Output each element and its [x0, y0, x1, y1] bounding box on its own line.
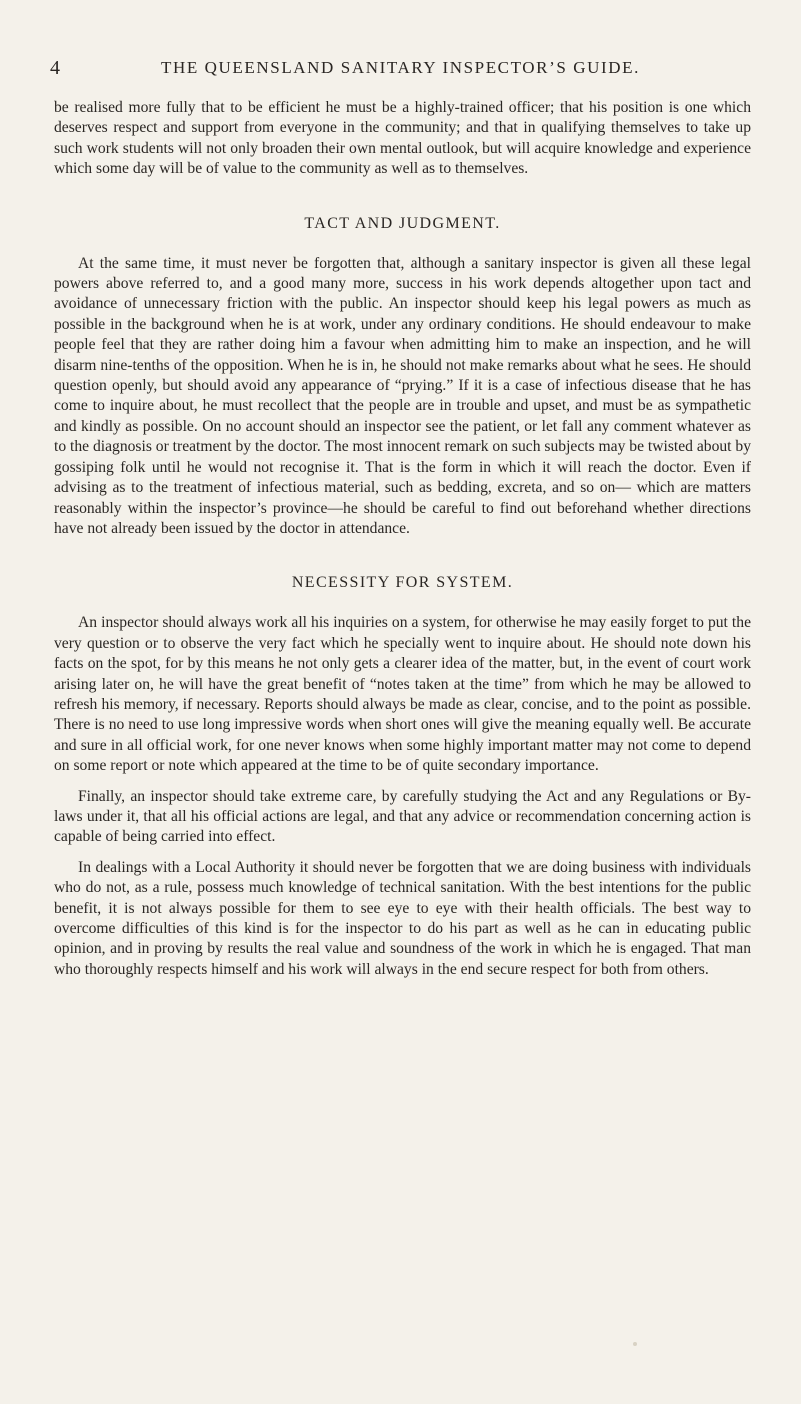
opening-paragraph: be realised more fully that to be efficient he must be a highly-trained officer; that his position is one which deserves respect and support from everyone in the community; and that in qualifying themselves to take up such work students will not only broaden their own mental outlook, but will acquire knowledge and experience which some day will be of value to the community as well as to themselves.	[54, 99, 751, 178]
section-heading-tact-and-judgment: TACT AND JUDGMENT.	[304, 214, 501, 232]
page-number: 4	[50, 57, 60, 79]
running-title: THE QUEENSLAND SANITARY INSPECTOR’S GUIDE.	[160, 58, 641, 77]
paragraph-finally: Finally, an inspector should take extreme care, by carefully studying the Act and any Regulations or By-laws under it, that all his official actions are legal, and that any advice or recommendation concerning action is capable of being carried into effect.	[54, 787, 751, 846]
page-body	[54, 98, 751, 980]
page-header	[50, 56, 751, 80]
paragraph-local-authority: In dealings with a Local Authority it should never be forgotten that we are doing business with individuals who do not, as a rule, possess much knowledge of technical sanitation. With the best intentions for the public benefit, it is not always possible for them to see eye to eye with their health officials. The best way to overcome difficulties of this kind is for the inspector to do his part as well as he can in educating public opinion, and in proving by results the real value and soundness of the work in which he is engaged. That man who thoroughly respects himself and his work will always in the end secure respect for both from others.	[54, 858, 751, 978]
paragraph-system-inquiries: An inspector should always work all his inquiries on a system, for otherwise he may easily forget to put the very question or to observe the very fact which he specially went to inquire about. He should note down his facts on the spot, for by this means he not only gets a clearer idea of the matter, but, in the event of court work arising later on, he will have the great benefit of “notes taken at the time” from which he may be allowed to refresh his memory, if necessary. Reports should always be made as clear, concise, and to the point as possible. There is no need to use long impressive words when short ones will give the meaning equally well. Be accurate and sure in all official work, for one never knows when some highly important matter may not come to depend on some report or note which appeared at the time to be of quite secondary importance.	[54, 614, 751, 775]
paragraph-tact-and-judgment: At the same time, it must never be forgotten that, although a sanitary inspector is given all these legal powers above referred to, and a good many more, success in his work depends altogether upon tact and avoidance of unnecessary friction with the public. An inspector should keep his legal powers as much as possible in the background when he is at work, under any ordinary conditions. He should endeavour to make people feel that they are rather doing him a favour when admitting him to make an inspection, and he will disarm nine-tenths of the opposition. When he is in, he should not make remarks about what he sees. He should question openly, but should avoid any appearance of “prying.” If it is a case of infectious disease that he has come to inquire about, he must recollect that the people are in trouble and upset, and must be as sympathetic and kindly as possible. On no account should an inspector see the patient, or let fall any comment whatever as to the diagnosis or treatment by the doctor. The most innocent remark on such subjects may be twisted about by gossiping folk until he would not recognise it. That is the form in which it will reach the doctor. Even if advising as to the treatment of infectious material, such as bedding, excreta, and so on— which are matters reasonably within the inspector’s province—he should be careful to find out beforehand whether directions have not already been issued by the doctor in attendance.	[54, 254, 751, 537]
paper-speck	[633, 1342, 637, 1346]
section-heading-necessity-for-system: NECESSITY FOR SYSTEM.	[291, 574, 514, 592]
